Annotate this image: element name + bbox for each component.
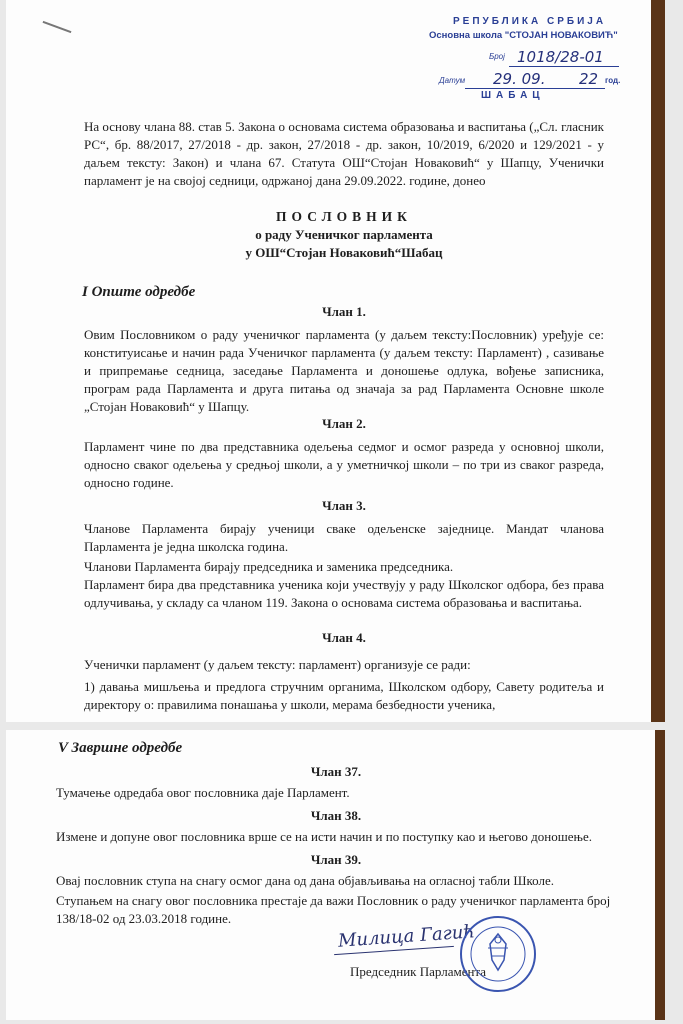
article-3-paragraph-1: Чланове Парламента бирају ученици сваке одељенске заједнице. Мандат чланова Парламента је једна школска година. <box>84 521 604 554</box>
article-39-paragraph-2: Ступањем на снагу овог пословника престаје да важи Пословник о раду ученичког парламента број 138/18-02 од 23.03.2018 године. <box>56 893 611 926</box>
stamp-date-value: 29. 09. <box>493 70 546 88</box>
stamp-number-label: Број <box>489 52 505 61</box>
stamp-city: ШАБАЦ <box>481 90 545 101</box>
article-2-text: Парламент чине по два представника одељења седмог и осмог разреда у основној школи, односно сваког одељења у средњој школи, а у уметничкој школи – по три из сваког разреда, односно године. <box>84 439 604 490</box>
preamble: На основу члана 88. став 5. Закона о основама система образовања и васпитања („Сл. гласник РС“, бр. 88/2017, 27/2018 - др. закон, 27/2018 - др. закон, 10/2019, 6/2020 и 129/2021 - у даљем тексту: Закон) и члана 67. Статута ОШ“Стојан Новаковић“ у Шапцу, Ученички парламент је на својој седници, одржаној дана 29.09.2022. године, донео <box>84 119 604 188</box>
article-4-heading: Члан 4. <box>322 630 366 645</box>
handwritten-signature: Милица Гагић <box>337 921 476 952</box>
document-title <box>84 208 604 262</box>
article-4-paragraph-2: 1) давања мишљења и предлога стручним органима, Школском одбору, Савету родитеља и директору о: правилима понашања у школи, мерама безбедности ученика, <box>84 679 604 712</box>
stamp-republic: РЕПУБЛИКА СРБИЈА <box>453 16 607 27</box>
article-38-text: Измене и допуне овог пословника врше се на исти начин и по поступку као и његово доношење. <box>56 829 592 844</box>
official-seal-icon <box>458 914 538 994</box>
signature-label: Председник Парламента <box>350 964 487 979</box>
stamp-school: Основна школа "СТОЈАН НОВАКОВИЋ" <box>429 30 618 41</box>
registry-stamp <box>429 12 629 104</box>
article-1-heading: Члан 1. <box>322 304 366 319</box>
signature-block <box>316 920 586 1000</box>
title-line-3: у ОШ“Стојан Новаковић“Шабац <box>245 245 443 260</box>
stamp-date-label: Датум <box>439 76 466 85</box>
article-39-paragraph-1: Овај пословник ступа на снагу осмог дана од дана објављивања на огласној табли Школе. <box>56 873 554 888</box>
binding-edge <box>655 730 665 1020</box>
section-heading-1: I Опште одредбе <box>82 284 196 300</box>
stamp-date-line <box>465 88 605 89</box>
article-37-heading: Члан 37. <box>310 764 362 779</box>
stamp-year-label: год. <box>605 76 621 85</box>
article-4-paragraph-1: Ученички парламент (у даљем тексту: парламент) организује се ради: <box>84 657 471 672</box>
article-37-text: Тумачење одредаба овог пословника даје Парламент. <box>56 785 350 800</box>
binding-edge <box>651 0 665 722</box>
section-heading-5: V Завршне одредбе <box>58 740 183 756</box>
article-38-heading: Члан 38. <box>310 808 362 823</box>
article-3-heading: Члан 3. <box>322 498 366 513</box>
article-3-paragraph-2: Чланови Парламента бирају председника и заменика председника. <box>84 559 454 574</box>
document-page-1 <box>6 0 665 722</box>
article-39-heading: Члан 39. <box>310 852 362 867</box>
article-1-text: Овим Пословником о раду ученичког парламента (у даљем тексту:Пословник) уређује се: конституисање и начин рада Ученичког парламента (у даљем тексту: Парламент) , сазивање и припремање седница, заседање Парламента и доношење одлука, вођење записника, програм рада Парламента и друга питања од значаја за рад Парламента Основне школе „Стојан Новаковић“ у Шапцу. <box>84 327 604 414</box>
document-page-2 <box>6 730 665 1020</box>
stamp-number-value: 1018/28-01 <box>517 48 604 66</box>
pencil-mark <box>43 21 72 33</box>
stamp-number-line <box>509 66 619 67</box>
article-2-heading: Члан 2. <box>322 416 366 431</box>
article-3-paragraph-3: Парламент бира два представника ученика који учествују у раду Школског одбора, без права одлучивања, у складу са чланом 119. Закона о основама система образовања и васпитања. <box>84 577 604 610</box>
stamp-year-value: 22 <box>579 70 599 88</box>
title-main: ПОСЛОВНИК <box>276 209 412 224</box>
title-line-2: о раду Ученичког парламента <box>255 227 433 242</box>
